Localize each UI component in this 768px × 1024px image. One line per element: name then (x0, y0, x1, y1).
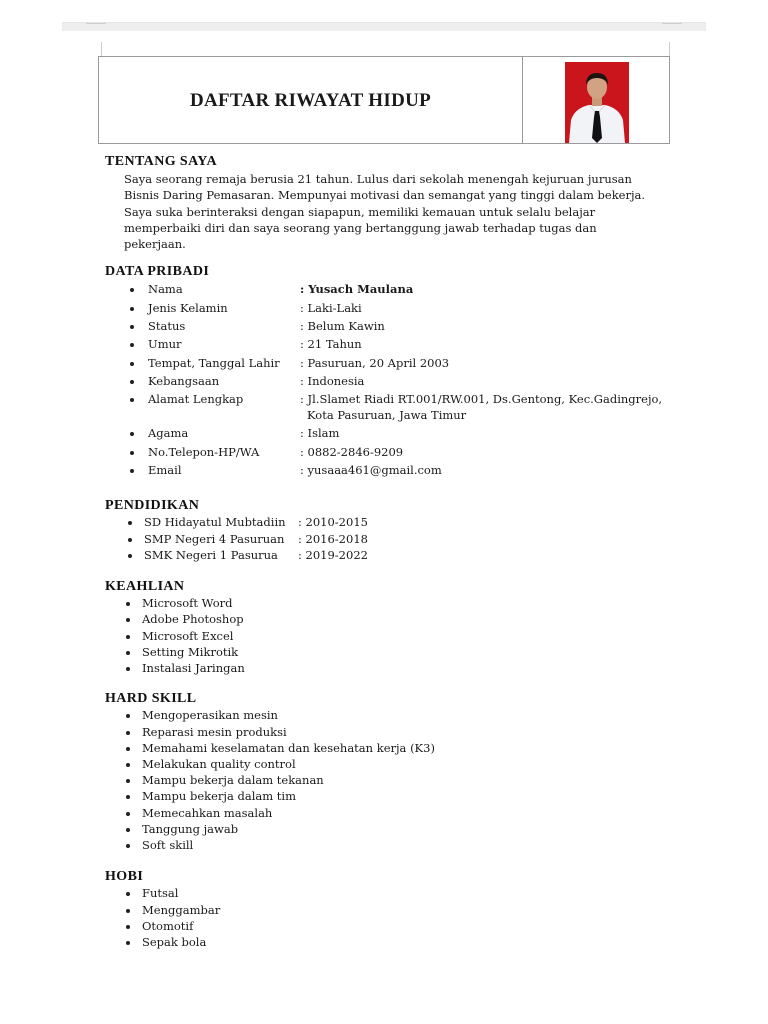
list-item: Soft skill (105, 837, 685, 853)
list-item (105, 390, 685, 424)
field-value: : 21 Tahun (300, 337, 362, 352)
list-item: Otomotif (105, 918, 685, 934)
list-item: Tanggung jawab (105, 821, 685, 837)
field-value: : Yusach Maulana (300, 282, 414, 297)
header-table (98, 56, 670, 144)
list-item: Setting Mikrotik (105, 644, 685, 660)
field-value: : Indonesia (300, 373, 365, 388)
list-item: Mampu bekerja dalam tekanan (105, 772, 685, 788)
field-label: Status (148, 319, 186, 334)
list-item (105, 335, 685, 353)
list-item (105, 354, 685, 372)
list-item (105, 547, 685, 563)
list-item: Mengoperasikan mesin (105, 707, 685, 723)
field-value: : Pasuruan, 20 April 2003 (300, 355, 450, 370)
list-item: Mampu bekerja dalam tim (105, 788, 685, 804)
field-label: No.Telepon-HP/WA (148, 444, 260, 459)
list-item (105, 443, 685, 461)
about-line: pekerjaan. (124, 237, 186, 252)
hobby-list (105, 885, 685, 950)
school-name: SMP Negeri 4 Pasuruan (144, 531, 285, 546)
about-line: Saya suka berinteraksi dengan siapapun, memiliki kemauan untuk selalu belajar (124, 204, 596, 219)
resume-body (105, 154, 685, 950)
list-item (105, 424, 685, 442)
list-item (105, 461, 685, 479)
email-value: : yusaaa461@gmail.com (300, 462, 442, 477)
field-value (300, 391, 670, 423)
address-line-2: Kota Pasuruan, Jawa Timur (307, 408, 467, 423)
list-item (105, 280, 685, 298)
margin-marker-left (101, 42, 102, 56)
personal-list (105, 280, 685, 479)
document-title: DAFTAR RIWAYAT HIDUP (189, 90, 432, 111)
field-label: Kebangsaan (148, 373, 220, 388)
list-item: Memahami keselamatan dan kesehatan kerja (K3) (105, 740, 685, 756)
field-value: : 0882-2846-9209 (300, 444, 404, 459)
about-heading: TENTANG SAYA (105, 154, 218, 169)
list-item: Adobe Photoshop (105, 611, 685, 627)
field-label: Tempat, Tanggal Lahir (148, 355, 280, 370)
hardskill-heading: HARD SKILL (105, 691, 197, 707)
school-years: : 2016-2018 (298, 531, 368, 546)
personal-heading: DATA PRIBADI (105, 264, 210, 280)
list-item: Memecahkan masalah (105, 805, 685, 821)
margin-marker-right (669, 42, 670, 56)
field-label: Umur (148, 337, 182, 352)
header-divider (522, 57, 523, 143)
list-item: Melakukan quality control (105, 756, 685, 772)
about-paragraph (124, 171, 672, 252)
school-years: : 2010-2015 (298, 515, 368, 530)
about-line: Bisnis Daring Pemasaran. Mempunyai motivasi dan semangat yang tinggi dalam bekerja. (124, 188, 646, 203)
school-years: : 2019-2022 (298, 547, 368, 562)
list-item: Reparasi mesin produksi (105, 724, 685, 740)
list-item: Futsal (105, 885, 685, 901)
about-line: memperbaiki diri dan saya seorang yang bertanggung jawab terhadap tugas dan (124, 220, 597, 235)
list-item: Microsoft Excel (105, 628, 685, 644)
address-line-1: : Jl.Slamet Riadi RT.001/RW.001, Ds.Gentong, Kec.Gadingrejo, (300, 392, 663, 407)
hobby-heading: HOBI (105, 869, 144, 885)
field-label: Email (148, 462, 182, 477)
list-item: Microsoft Word (105, 595, 685, 611)
hardskill-list (105, 707, 685, 853)
list-item (105, 372, 685, 390)
skills-list (105, 595, 685, 676)
skills-heading: KEAHLIAN (105, 578, 185, 594)
list-item (105, 531, 685, 547)
about-line: Saya seorang remaja berusia 21 tahun. Lulus dari sekolah menengah kejuruan jurusan (124, 172, 632, 187)
education-list (105, 514, 685, 563)
field-value: : Laki-Laki (300, 300, 362, 315)
school-name: SD Hidayatul Mubtadiin (144, 515, 286, 530)
field-label: Alamat Lengkap (148, 392, 244, 407)
field-value: : Islam (300, 426, 340, 441)
field-value: : Belum Kawin (300, 319, 385, 334)
school-name: SMK Negeri 1 Pasurua (144, 547, 278, 562)
education-heading: PENDIDIKAN (105, 498, 200, 514)
list-item (105, 514, 685, 530)
field-label: Jenis Kelamin (148, 300, 228, 315)
list-item (105, 317, 685, 335)
profile-photo (565, 62, 629, 143)
field-label: Agama (148, 426, 189, 441)
list-item: Sepak bola (105, 934, 685, 950)
page-top-edge (62, 22, 706, 31)
field-label: Nama (148, 282, 183, 297)
list-item (105, 299, 685, 317)
list-item: Menggambar (105, 902, 685, 918)
list-item: Instalasi Jaringan (105, 660, 685, 676)
